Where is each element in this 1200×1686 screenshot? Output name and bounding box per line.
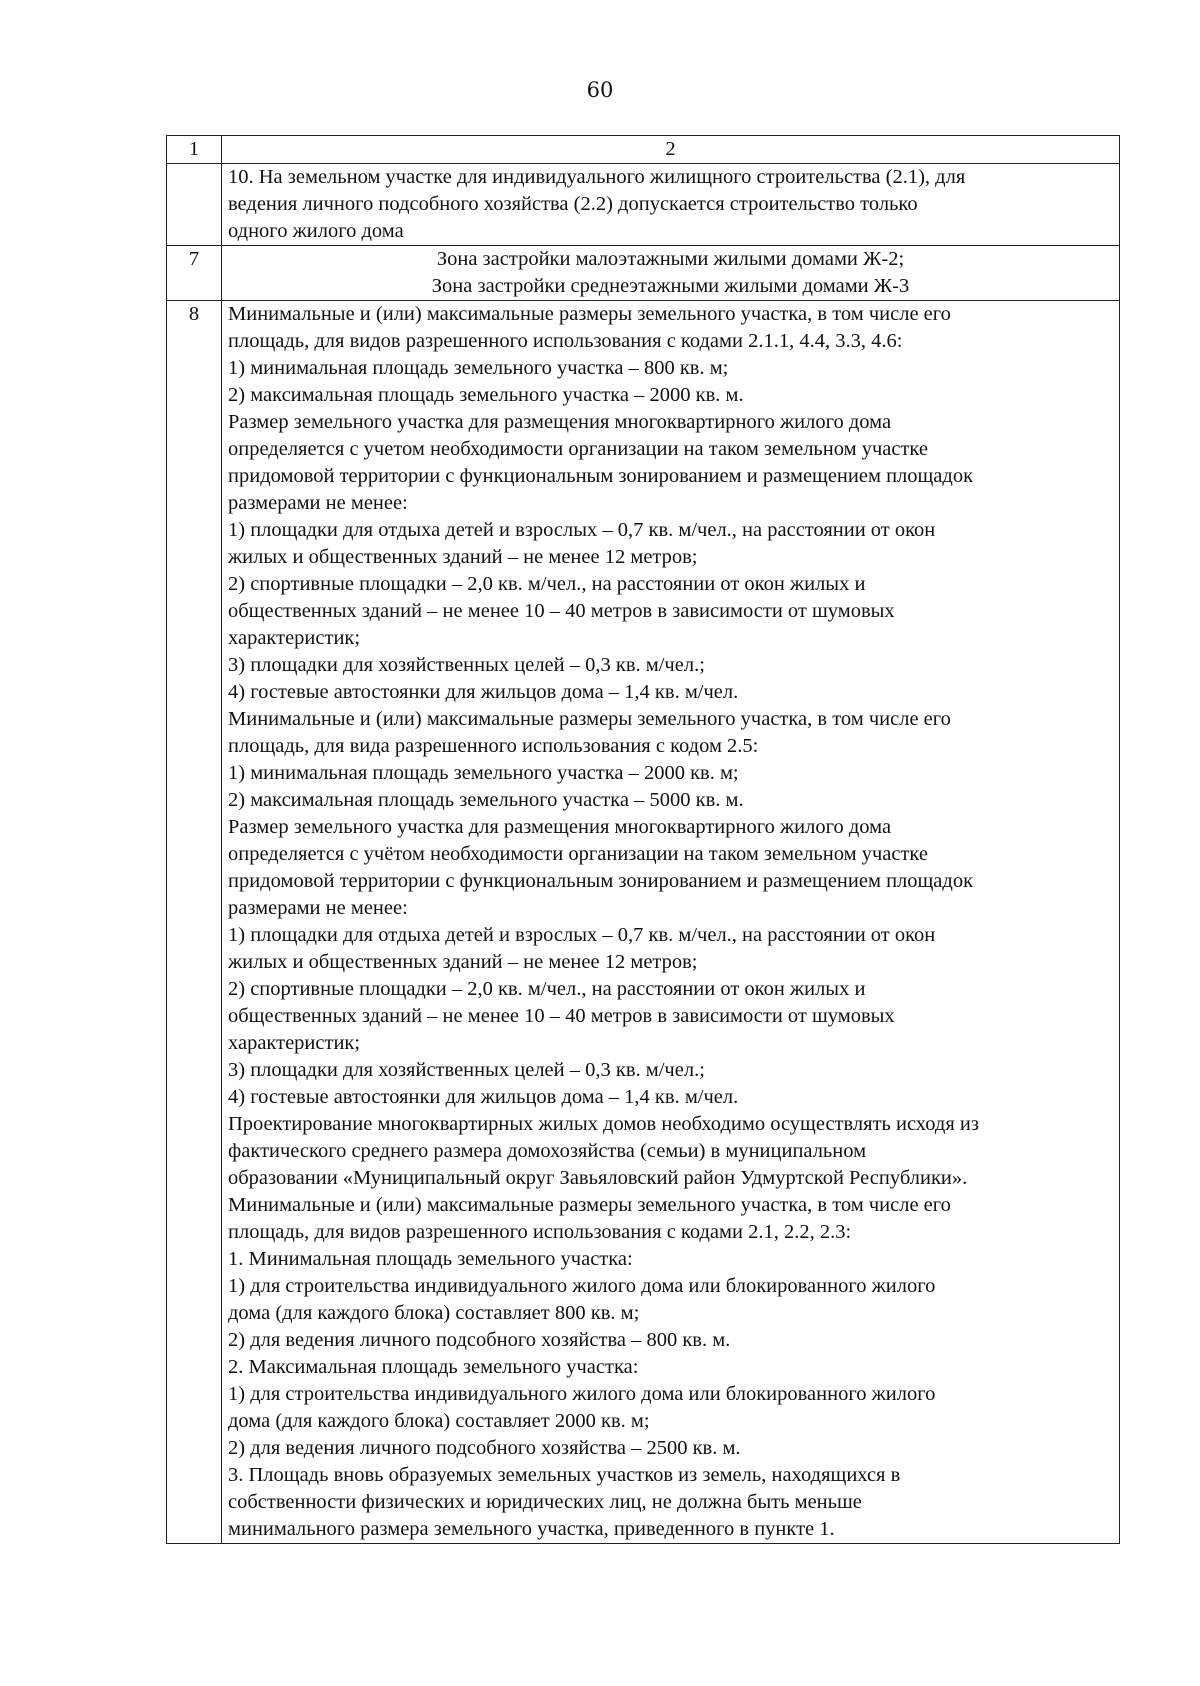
page-number: 60 <box>586 78 614 102</box>
header-cell-col2: 2 <box>222 136 1120 164</box>
table-row <box>167 246 1120 301</box>
text-line: площадь, для видов разрешенного использования с кодами 2.1, 2.2, 2.3: <box>228 1221 852 1243</box>
text-line: 2) максимальная площадь земельного участка – 5000 кв. м. <box>228 789 744 811</box>
text-line: 1) площадки для отдыха детей и взрослых – 0,7 кв. м/чел., на расстоянии от окон <box>228 519 936 541</box>
text-line: жилых и общественных зданий – не менее 12 метров; <box>228 951 698 973</box>
text-line: 1) для строительства индивидуального жилого дома или блокированного жилого <box>228 1275 936 1297</box>
text-line: собственности физических и юридических лиц, не должна быть меньше <box>228 1491 862 1513</box>
text-line: Зона застройки малоэтажными жилыми домами Ж-2; <box>436 248 905 270</box>
table-row <box>167 301 1120 1544</box>
row-number-cell: 7 <box>167 246 222 301</box>
text-line: 1) для строительства индивидуального жилого дома или блокированного жилого <box>228 1383 936 1405</box>
text-line: ведения личного подсобного хозяйства (2.2) допускается строительство только <box>228 193 918 215</box>
text-line: общественных зданий – не менее 10 – 40 метров в зависимости от шумовых <box>228 600 895 622</box>
text-line: Зона застройки среднеэтажными жилыми домами Ж-3 <box>431 275 910 297</box>
text-line: определяется с учетом необходимости организации на таком земельном участке <box>228 438 928 460</box>
text-line: определяется с учётом необходимости организации на таком земельном участке <box>228 843 928 865</box>
table-row <box>167 164 1120 246</box>
header-cell-col1: 1 <box>167 136 222 164</box>
text-line: 1) минимальная площадь земельного участка – 2000 кв. м; <box>228 762 739 784</box>
text-line: одного жилого дома <box>228 220 404 242</box>
text-line: 2) для ведения личного подсобного хозяйства – 2500 кв. м. <box>228 1437 741 1459</box>
text-line: 1) площадки для отдыха детей и взрослых – 0,7 кв. м/чел., на расстоянии от окон <box>228 924 936 946</box>
text-line: размерами не менее: <box>228 492 408 514</box>
table-header-row <box>167 136 1120 164</box>
text-line: 2) спортивные площадки – 2,0 кв. м/чел., на расстоянии от окон жилых и <box>228 573 866 595</box>
row-text-cell <box>222 164 1120 246</box>
row-number-cell: 8 <box>167 301 222 1544</box>
text-line: Размер земельного участка для размещения многоквартирного жилого дома <box>228 816 892 838</box>
text-line: 2) для ведения личного подсобного хозяйства – 800 кв. м. <box>228 1329 731 1351</box>
text-line: 4) гостевые автостоянки для жильцов дома – 1,4 кв. м/чел. <box>228 1086 739 1108</box>
text-line: 2) спортивные площадки – 2,0 кв. м/чел., на расстоянии от окон жилых и <box>228 978 866 1000</box>
text-line: площадь, для вида разрешенного использования с кодом 2.5: <box>228 735 759 757</box>
document-table <box>166 135 1120 1544</box>
text-line: придомовой территории с функциональным зонированием и размещением площадок <box>228 870 974 892</box>
text-line: Размер земельного участка для размещения многоквартирного жилого дома <box>228 411 892 433</box>
text-line: размерами не менее: <box>228 897 408 919</box>
text-line: 1) минимальная площадь земельного участка – 800 кв. м; <box>228 357 729 379</box>
text-line: 3. Площадь вновь образуемых земельных участков из земель, находящихся в <box>228 1464 901 1486</box>
text-line: образовании «Муниципальный округ Завьяловский район Удмуртской Республики». <box>228 1167 968 1189</box>
text-line: дома (для каждого блока) составляет 800 кв. м; <box>228 1302 640 1324</box>
text-line: дома (для каждого блока) составляет 2000 кв. м; <box>228 1410 650 1432</box>
text-line: 2. Максимальная площадь земельного участка: <box>228 1356 639 1378</box>
text-line: фактического среднего размера домохозяйства (семьи) в муниципальном <box>228 1140 867 1162</box>
text-line: 10. На земельном участке для индивидуального жилищного строительства (2.1), для <box>228 166 966 188</box>
text-line: 4) гостевые автостоянки для жильцов дома – 1,4 кв. м/чел. <box>228 681 739 703</box>
text-line: Проектирование многоквартирных жилых домов необходимо осуществлять исходя из <box>228 1113 979 1135</box>
text-line: характеристик; <box>228 1032 361 1054</box>
text-line: характеристик; <box>228 627 361 649</box>
text-line: общественных зданий – не менее 10 – 40 метров в зависимости от шумовых <box>228 1005 895 1027</box>
text-line: придомовой территории с функциональным зонированием и размещением площадок <box>228 465 974 487</box>
text-line: жилых и общественных зданий – не менее 12 метров; <box>228 546 698 568</box>
text-line: 3) площадки для хозяйственных целей – 0,3 кв. м/чел.; <box>228 654 705 676</box>
text-line: 1. Минимальная площадь земельного участка: <box>228 1248 633 1270</box>
text-line: площадь, для видов разрешенного использования с кодами 2.1.1, 4.4, 3.3, 4.6: <box>228 330 903 352</box>
text-line: Минимальные и (или) максимальные размеры земельного участка, в том числе его <box>228 1194 951 1216</box>
text-line: Минимальные и (или) максимальные размеры земельного участка, в том числе его <box>228 708 951 730</box>
text-line: минимального размера земельного участка, приведенного в пункте 1. <box>228 1518 835 1540</box>
text-line: 3) площадки для хозяйственных целей – 0,3 кв. м/чел.; <box>228 1059 705 1081</box>
row-number-cell <box>167 164 222 246</box>
row-text-cell <box>222 301 1120 1544</box>
text-line: 2) максимальная площадь земельного участка – 2000 кв. м. <box>228 384 744 406</box>
zone-title-cell <box>222 246 1120 301</box>
text-line: Минимальные и (или) максимальные размеры земельного участка, в том числе его <box>228 303 951 325</box>
